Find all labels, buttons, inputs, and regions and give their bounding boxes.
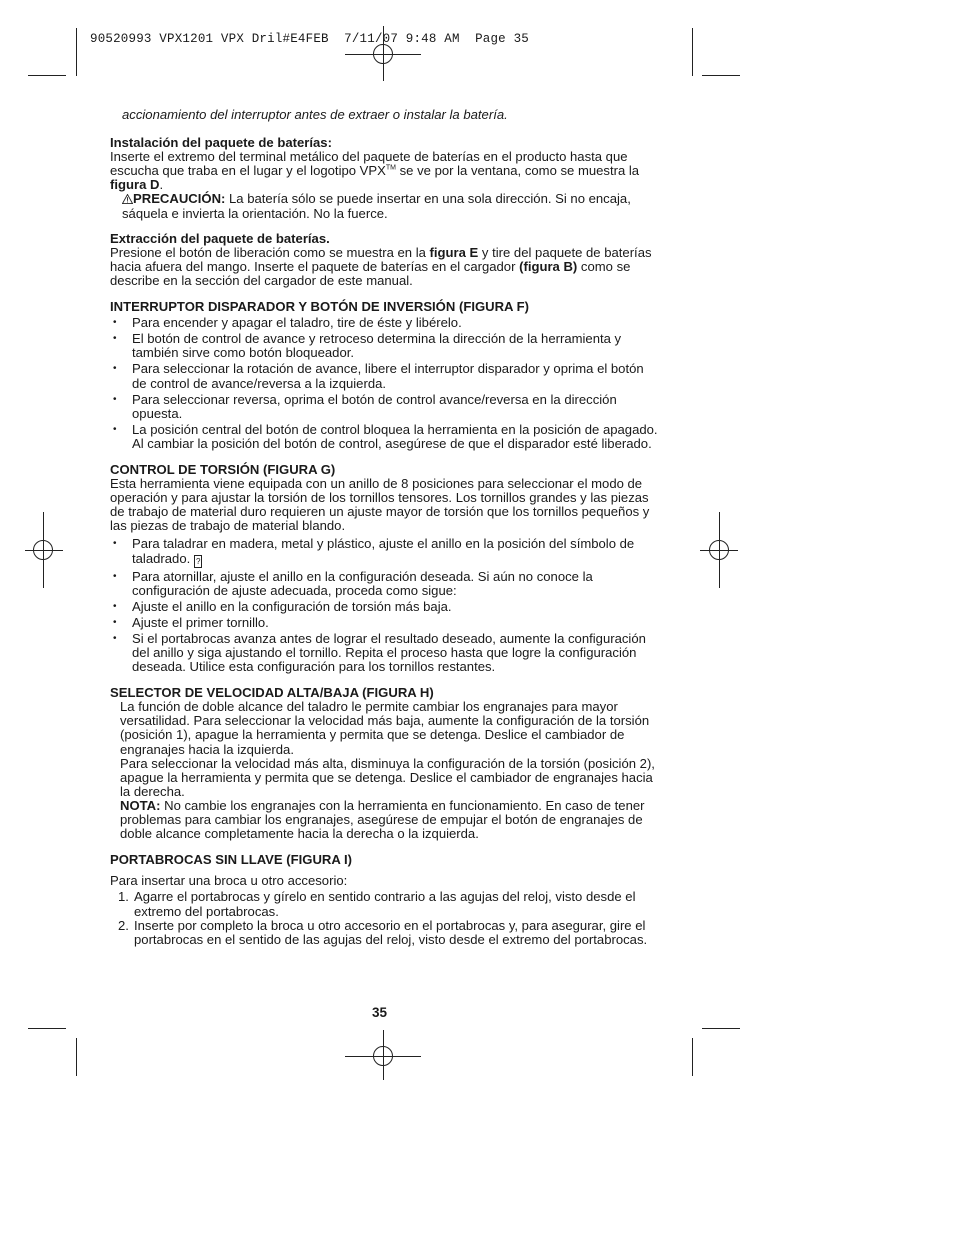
list-item: • Para seleccionar reversa, oprima el botón de control avance/reversa en la dirección opuesta.: [110, 393, 658, 421]
list-item: • Ajuste el primer tornillo.: [110, 616, 658, 630]
printer-slug: [90, 32, 529, 46]
list-item: • Para encender y apagar el taladro, tire de éste y libérelo.: [110, 316, 658, 330]
crop-mark: [76, 28, 77, 76]
intro-line: accionamiento del interruptor antes de extraer o instalar la batería.: [122, 107, 508, 122]
crop-mark: [76, 1038, 77, 1076]
install-heading: Instalación del paquete de baterías:: [110, 135, 332, 151]
crop-mark: [702, 75, 740, 76]
trigger-bullets: [110, 316, 658, 451]
chuck-heading: PORTABROCAS SIN LLAVE (FIGURA I): [110, 852, 352, 868]
list-item: 1. Agarre el portabrocas y gírelo en sentido contrario a las agujas del reloj, visto desde el extremo del portabrocas.: [118, 889, 636, 919]
crop-mark: [702, 1028, 740, 1029]
list-item: • Para atornillar, ajuste el anillo en la configuración deseada. Si aún no conoce la configuración de ajuste adecuada, proceda como sigue:: [110, 570, 658, 598]
list-item: • Para seleccionar la rotación de avance, libere el interruptor disparador y oprima el botón de control de avance/reversa a la izquierda.: [110, 362, 658, 390]
slug-part-1: 90520993 VPX1201 VPX Dril#E4FEB 7/11/07: [90, 32, 399, 46]
speed-heading: SELECTOR DE VELOCIDAD ALTA/BAJA (FIGURA H): [110, 685, 434, 701]
slug-part-2: 9:48 AM Page 35: [405, 32, 529, 46]
crop-mark: [692, 28, 693, 76]
caution-paragraph: PRECAUCIÓN: La batería sólo se puede insertar en una sola dirección. Si no encaja, sáquela e invierta la orientación. No la fuerce.: [122, 191, 631, 221]
list-item: • Ajuste el anillo en la configuración de torsión más baja.: [110, 600, 658, 614]
chuck-intro: Para insertar una broca u otro accesorio:: [110, 873, 348, 889]
list-item: 2. Inserte por completo la broca u otro accesorio en el portabrocas y, para asegurar, gire el portabrocas en el sentido de las agujas del reloj, visto desde el extremo del portabrocas.: [118, 917, 648, 947]
warning-triangle-icon: [122, 194, 133, 204]
page-number: 35: [372, 1005, 388, 1020]
speed-paragraph-2: Para seleccionar la velocidad más alta, disminuya la configuración de la torsión (posición 2), apague la herramienta y permita que se detenga. Deslice el cambiador de engranajes hacia la derecha.: [120, 755, 655, 799]
install-text: Inserte el extremo del terminal metálico del paquete de baterías en el producto hasta que escucha que traba en el lugar y el logotipo VPX™ se ve por la ventana, como se muestra la figura D.: [110, 149, 640, 193]
drill-symbol-icon: ?: [196, 556, 201, 566]
list-item: • La posición central del botón de control bloquea la herramienta en la posición de apagado. Al cambiar la posición del botón de control, asegúrese de que el disparador esté liberado.: [110, 423, 658, 451]
remove-heading: Extracción del paquete de baterías.: [110, 230, 330, 246]
caution-label: PRECAUCIÓN:: [133, 191, 226, 207]
crop-mark: [692, 1038, 693, 1076]
list-item: • Si el portabrocas avanza antes de lograr el resultado deseado, aumente la configuración del anillo y siga ajustando el tornillo. Repita el proceso hasta que logre la configuración deseada. Utilice esta configuración para los tornillos restantes.: [110, 632, 658, 674]
speed-section: [110, 700, 658, 841]
torque-bullets: [110, 537, 658, 674]
speed-paragraph-1: La función de doble alcance del taladro le permite cambiar los engranajes para mayor versatilidad. Para seleccionar la velocidad más baja, aumente la configuración de la torsión (posición 1), apague la herramienta y permita que se detenga. Deslice el cambiador de engranajes hacia la izquierda.: [120, 699, 650, 757]
torque-paragraph: Esta herramienta viene equipada con un anillo de 8 posiciones para seleccionar el modo de operación y para ajustar la torsión de los tornillos tensores. Los tornillos grandes y las piezas de trabajo de material duro requieren un ajuste mayor de torsión que los tornillos pequeños y las piezas de trabajo de material blando.: [110, 476, 650, 534]
page-content: [110, 108, 658, 947]
crop-mark: [28, 75, 66, 76]
chuck-steps: [110, 890, 658, 946]
torque-heading: CONTROL DE TORSIÓN (FIGURA G): [110, 461, 336, 477]
trigger-heading: INTERRUPTOR DISPARADOR Y BOTÓN DE INVERSIÓN (FIGURA F): [110, 299, 530, 315]
list-item: • Para taladrar en madera, metal y plástico, ajuste el anillo en la posición del símbolo de taladrado. ?: [110, 537, 658, 567]
note-label: NOTA:: [120, 797, 161, 813]
remove-text: Presione el botón de liberación como se muestra en la figura E y tire del paquete de baterías hacia afuera del mango. Inserte el paquete de baterías en el cargador (figura B) como se describe en la sección del cargador de este manual.: [110, 244, 652, 288]
crop-mark: [28, 1028, 66, 1029]
speed-note: NOTA: No cambie los engranajes con la herramienta en funcionamiento. En caso de tener problemas para cambiar los engranajes, asegúrese de empujar el botón de engranajes de doble alcance completamente hacia la derecha o la izquierda.: [120, 797, 645, 842]
list-item: • El botón de control de avance y retroceso determina la dirección de la herramienta y también sirve como botón bloqueador.: [110, 332, 658, 360]
